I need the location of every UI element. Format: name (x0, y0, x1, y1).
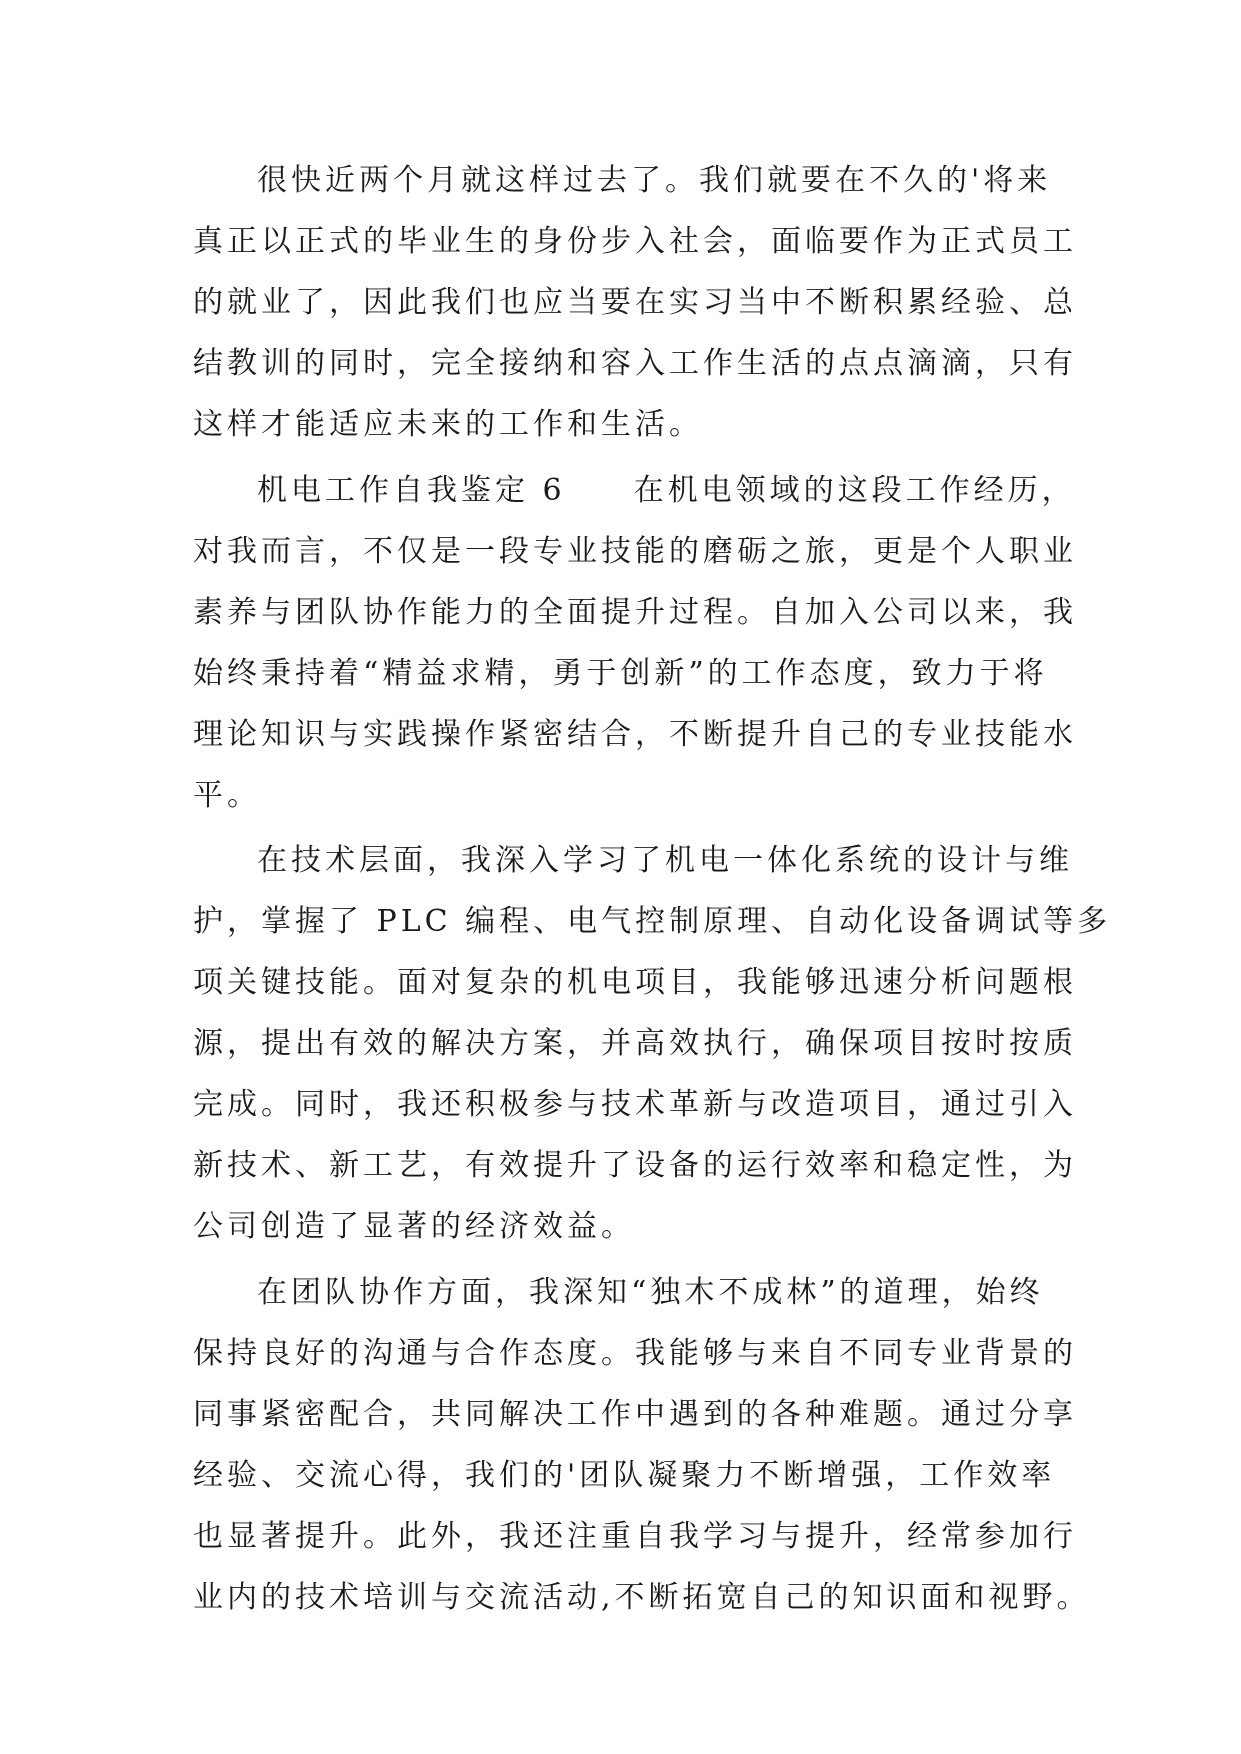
paragraph-line: 始终秉持着“精益求精，勇于创新”的工作态度，致力于将 (193, 656, 1048, 691)
paragraph-line: 真正以正式的毕业生的身份步入社会，面临要作为正式员工 (193, 224, 1077, 259)
paragraph-line: 对我而言，不仅是一段专业技能的磨砺之旅，更是个人职业 (193, 534, 1077, 569)
paragraph-line: 平。 (193, 778, 261, 813)
paragraph-line: 护，掌握了 PLC 编程、电气控制原理、自动化设备调试等多 (193, 904, 1112, 939)
paragraph-line: 保持良好的沟通与合作态度。我能够与来自不同专业背景的 (193, 1336, 1077, 1371)
paragraph-1 (193, 150, 1077, 455)
paragraph-line: 项关键技能。面对复杂的机电项目，我能够迅速分析问题根 (193, 965, 1077, 1000)
paragraph-line: 机电工作自我鉴定 6 在机电领域的这段工作经历， (257, 473, 1076, 508)
paragraph-line: 在技术层面，我深入学习了机电一体化系统的设计与维 (257, 843, 1073, 878)
paragraph-2 (193, 460, 1077, 826)
paragraph-line: 理论知识与实践操作紧密结合，不断提升自己的专业技能水 (193, 717, 1077, 752)
paragraph-4 (193, 1262, 1091, 1628)
paragraph-line: 同事紧密配合，共同解决工作中遇到的各种难题。通过分享 (193, 1397, 1077, 1432)
paragraph-line: 的就业了，因此我们也应当要在实习当中不断积累经验、总 (193, 285, 1077, 320)
paragraph-line: 公司创造了显著的经济效益。 (193, 1209, 635, 1244)
paragraph-line: 在团队协作方面，我深知“独木不成林”的道理，始终 (257, 1275, 1044, 1310)
paragraph-line: 完成。同时，我还积极参与技术革新与改造项目，通过引入 (193, 1087, 1077, 1122)
paragraph-3 (193, 830, 1112, 1257)
paragraph-line: 这样才能适应未来的工作和生活。 (193, 407, 703, 442)
paragraph-line: 素养与团队协作能力的全面提升过程。自加入公司以来，我 (193, 595, 1077, 630)
paragraph-line: 结教训的同时，完全接纳和容入工作生活的点点滴滴，只有 (193, 346, 1077, 381)
paragraph-line: 很快近两个月就这样过去了。我们就要在不久的'将来 (257, 163, 1052, 198)
paragraph-line: 源，提出有效的解决方案，并高效执行，确保项目按时按质 (193, 1026, 1077, 1061)
paragraph-line: 经验、交流心得，我们的'团队凝聚力不断增强，工作效率 (193, 1458, 1056, 1493)
paragraph-line: 业内的技术培训与交流活动,不断拓宽自己的知识面和视野。 (193, 1580, 1091, 1615)
paragraph-line: 新技术、新工艺，有效提升了设备的运行效率和稳定性，为 (193, 1148, 1077, 1183)
paragraph-line: 也显著提升。此外，我还注重自我学习与提升，经常参加行 (193, 1519, 1077, 1554)
